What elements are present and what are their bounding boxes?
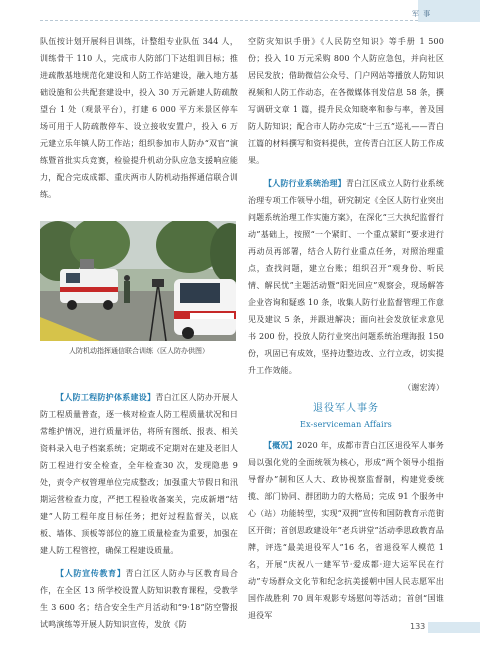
right-paragraph-1: 空防灾知识手册》《人民防空知识》等手册 1 500 份；投入 10 万元采购 800 个人防应急包，并向社区居民发放；借助微信公众号、门户网站等播放人防知识视频和人防工作动态，在各微媒体刊发信息 58 条，撰写调研文章 1 篇，提升民众知晓率和参与率，普及国防人防知识；配合市人防办完成“十三五”巡礼——青白江篇的材料撰写和资料提供，宣传青白江区人防工作成果。: [248, 37, 444, 165]
left-paragraph-3-body: 青白江区人防办与区教育局合作，在全区 13 所学校设置人防知识教育课程，受教学生 3 600 名；结合安全生产月活动和“9·18”防空警报试鸣演练等开展人防知识宣传，发放《防: [40, 569, 239, 629]
heading-publicity-education: 【人防宣传教育】: [56, 568, 126, 578]
left-paragraph-1: 队伍按计划开展科目训练，计整组专业队伍 344 人，训练骨干 110 人，完成市人防部门下达组训目标；推进疏散基地规范化建设和人防工作站建设，融入地方基础设施和公共配套建设中，投入 30 万元新建人防疏散望台 1 处（观景平台），打建 6 000 平方米景区停车场可用于人防疏散停车、设立接收安置户，投入 6 万元建立乐年镇人防工作站；组织参加市人防办“双盲”演练暨首批实兵竞赛，检验提升机动分队应急支援响应能力，配合完成成都、重庆两市人防机动指挥通信联合训练。: [40, 37, 238, 199]
right-paragraph-2-body: 青白江区成立人防行业系统治理专项工作领导小组，研究制定《全区人防行业突出问题系统治理工作实施方案》，在深化“三大执纪监督行动”基础上，按照“一个紧盯、一个重点紧盯”要求进行再动员再部署，结合人防行业重点任务，对照治理重点，查找问题，建立台账；组织召开“观身份、听民情、解民忧”主题活动暨“阳光回应”观察会，现场解答企业咨询和疑惑 10 条，收集人防行业监督管理工作意见及建议 5 条，并跟进解决；面向社会发放征求意见书 200 份，投放人防行业突出问题系统治理海报 150 份，巩固已有成效，坚持边整边改、立行立改，切实提升工作效能。: [248, 179, 444, 375]
section-title-en: Ex-serviceman Affairs: [300, 420, 392, 429]
right-paragraph-2: [248, 175, 444, 379]
header-rule: [40, 20, 418, 21]
training-photo-illustration: [40, 221, 236, 341]
training-photo: [40, 221, 236, 341]
right-paragraph-3-body: 2020 年，成都市青白江区退役军人事务局以强化党的全面统领为核心，形成“两个领导小组指导督办”制和区人大、政协视察监督制，构建党委统揽、部门协同、群团助力的大格局；完成 91 个服务中心（站）功能转型，实现“双拥”宣传和国防教育示范街区开街；首创思政建设年“老兵讲堂”活动季思政教育品牌，评选“最美退役军人”16 名，省退役军人模范 1 名，开展“庆祝八一建军节·爱成都·迎大运军民在行动”专场群众文化节和纪念抗美援朝中国人民志愿军出国作战胜利 70 周年观影专场慰问等活动；首创“国谁退役军: [248, 441, 444, 620]
page-number: 133: [410, 622, 426, 631]
right-column: [248, 33, 444, 624]
left-paragraph-3: [40, 565, 238, 633]
section-header: 军 事: [412, 10, 432, 18]
page-number-band: [428, 622, 480, 633]
photo-caption: 人防机动指挥通信联合训练（区人防办供图）: [69, 347, 209, 355]
heading-overview: 【概况】: [264, 440, 297, 450]
heading-system-governance: 【人防行业系统治理】: [264, 178, 346, 188]
left-paragraph-2-body: 青白江区人防办开展人防工程质量普查，逐一核对检查人防工程质量状况和日常维护情况，进行质量评估，将所有图纸、报表、相关资料录入电子档案系统；定期或不定期对在建及老旧人防工程进行安全检查，全年检查30 次，发现隐患 9 处，责令产权管理单位完成整改；加强重大节假日和汛期运营检查力度，严把工程验收备案关，完成新增“结建”人防工程年度目标任务；把好过程监督关，以底板、墙体、顶板等部位的施工质量检查为重要，加强在建人防工程管控，确保工程建设质量。: [40, 393, 238, 555]
heading-protection-system: 【人防工程防护体系建设】: [56, 392, 156, 402]
author-signature: （谢宏涛）: [403, 383, 444, 392]
right-paragraph-3: [248, 437, 444, 624]
left-paragraph-2: [40, 389, 238, 559]
section-title: 退役军人事务: [313, 403, 379, 414]
